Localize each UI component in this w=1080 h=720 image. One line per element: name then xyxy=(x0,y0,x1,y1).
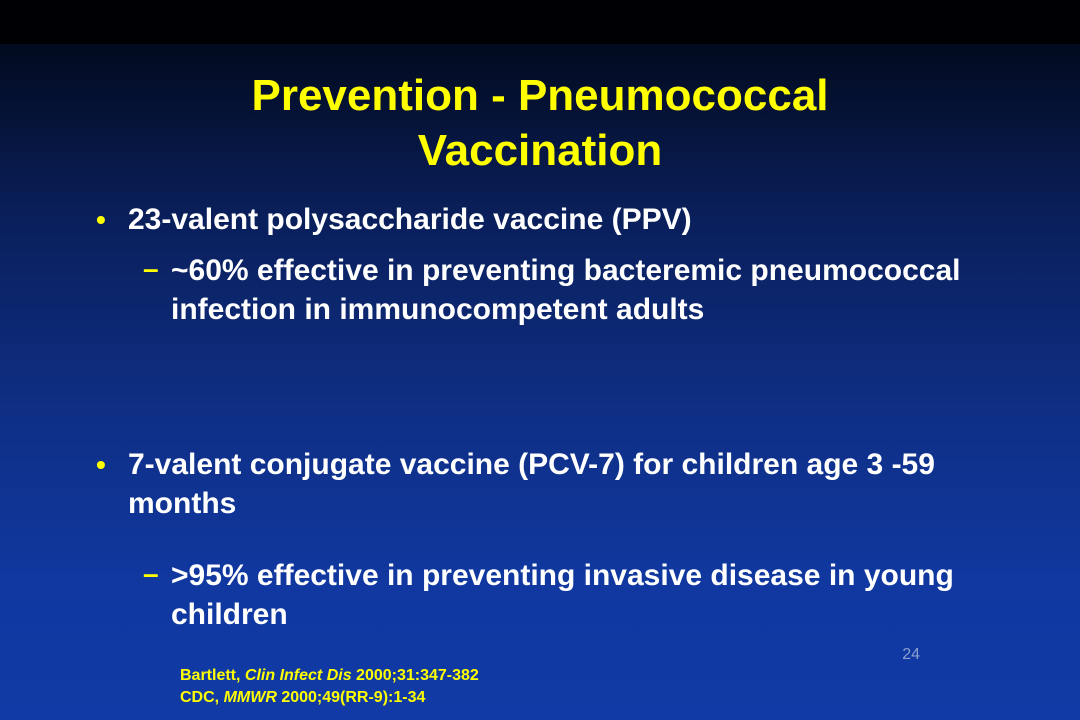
sub-bullet-text: ~60% effective in preventing bacteremic pneumococcal infection in immunocompetent adults xyxy=(171,254,961,326)
bullet-pcv7 xyxy=(96,445,1028,523)
sub-bullet-pcv7-effectiveness xyxy=(143,556,1011,634)
sub-bullet-marker: – xyxy=(143,253,159,284)
reference-citation: 2000;31:347-382 xyxy=(351,667,479,684)
top-black-strip xyxy=(0,0,1080,44)
bullet-text: 23-valent polysaccharide vaccine (PPV) xyxy=(128,203,692,236)
reference-author: Bartlett, xyxy=(180,667,245,684)
reference-bartlett xyxy=(180,665,479,687)
bullet-marker: • xyxy=(96,204,106,235)
slide-title-line-2: Vaccination xyxy=(417,126,663,175)
reference-author: CDC, xyxy=(180,689,224,706)
reference-cdc xyxy=(180,687,479,709)
reference-citation: 2000;49(RR-9):1-34 xyxy=(276,689,426,706)
bullet-marker: • xyxy=(96,449,106,480)
references xyxy=(180,665,479,709)
slide xyxy=(0,44,1080,720)
slide-title-line-1: Prevention - Pneumococcal xyxy=(251,71,829,120)
sub-bullet-text: >95% effective in preventing invasive disease in young children xyxy=(171,559,954,631)
reference-journal: Clin Infect Dis xyxy=(244,667,352,684)
bullet-ppv xyxy=(96,200,1028,239)
reference-journal: MMWR xyxy=(223,689,277,706)
sub-bullet-ppv-effectiveness xyxy=(143,251,1011,329)
slide-title xyxy=(140,68,940,178)
bullet-text: 7-valent conjugate vaccine (PCV-7) for children age 3 -59 months xyxy=(128,448,935,520)
page-number: 24 xyxy=(902,646,920,663)
sub-bullet-marker: – xyxy=(143,558,159,589)
